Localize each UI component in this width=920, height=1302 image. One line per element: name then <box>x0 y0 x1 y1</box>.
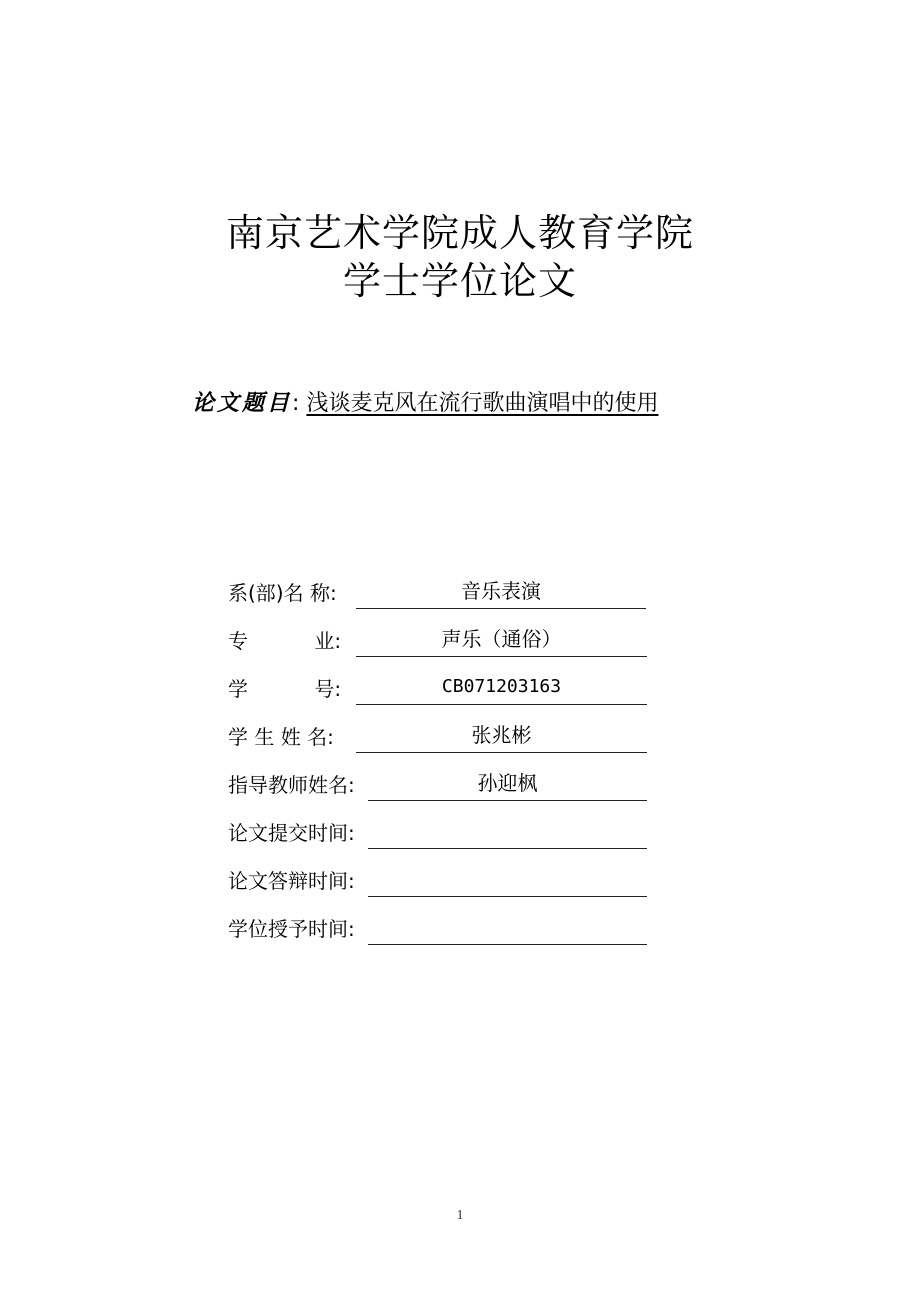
field-value: 音乐表演 <box>461 579 541 603</box>
field-underline <box>368 914 647 945</box>
field-student-name <box>228 722 648 752</box>
field-value: 张兆彬 <box>471 723 532 747</box>
thesis-title-label: 论文题目 <box>192 390 293 416</box>
field-underline <box>356 578 646 609</box>
field-underline <box>368 770 647 801</box>
field-major <box>228 626 648 656</box>
field-department <box>228 578 648 608</box>
field-value: 孙迎枫 <box>477 771 538 795</box>
field-value: CB071203163 <box>441 676 562 697</box>
thesis-title-value: 浅谈麦克风在流行歌曲演唱中的使用 <box>306 391 659 416</box>
field-label: 系(部)名 称: <box>228 581 337 605</box>
page-number: 1 <box>456 1208 464 1223</box>
field-label: 论文提交时间: <box>228 821 355 845</box>
field-underline <box>356 722 647 753</box>
field-defense-date <box>228 866 648 896</box>
thesis-title-row <box>192 386 658 421</box>
field-underline <box>356 674 647 705</box>
field-underline <box>368 866 647 897</box>
field-value: 声乐（通俗） <box>441 627 562 651</box>
field-underline <box>368 818 647 849</box>
field-submission-date <box>228 818 648 848</box>
field-label: 学 生 姓 名: <box>228 725 334 749</box>
degree-title: 学士学位论文 <box>342 259 577 303</box>
field-underline <box>356 626 647 657</box>
field-degree-conferral-date <box>228 914 648 944</box>
institution-title: 南京艺术学院成人教育学院 <box>225 211 694 255</box>
field-label: 指导教师姓名: <box>228 773 355 797</box>
field-label: 论文答辩时间: <box>228 869 355 893</box>
field-label: 专 业: <box>228 629 342 653</box>
field-label: 学位授予时间: <box>228 917 355 941</box>
thesis-title-separator: : <box>292 391 300 416</box>
field-label: 学 号: <box>228 677 342 701</box>
field-student-id <box>228 674 648 704</box>
field-advisor-name <box>228 770 648 800</box>
